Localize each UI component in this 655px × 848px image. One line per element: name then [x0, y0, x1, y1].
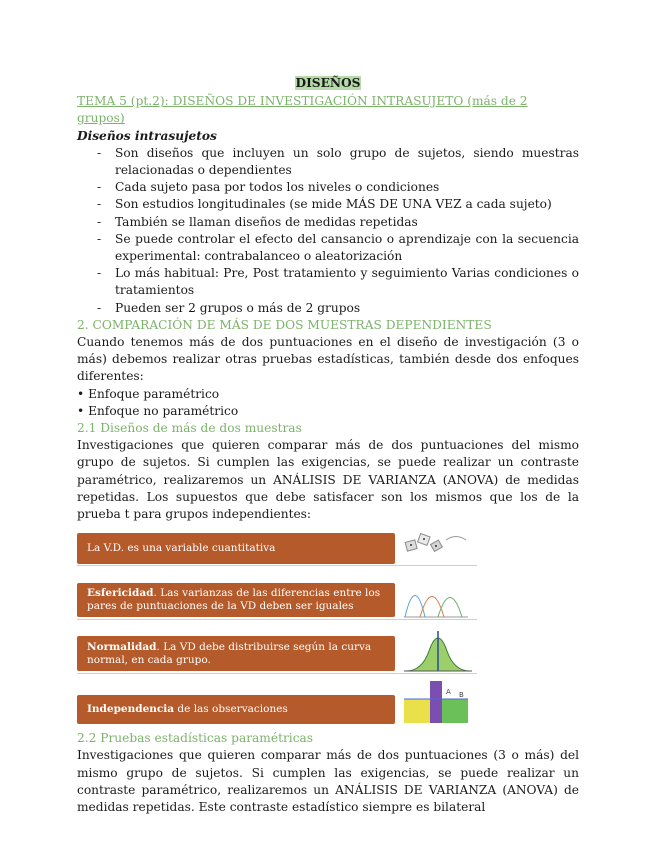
list-item: - Lo más habitual: Pre, Post tratamiento y seguimiento Varias condiciones o tratamientos [77, 265, 579, 299]
list-item: - Son estudios longitudinales (se mide MÁS DE UNA VEZ a cada sujeto) [77, 196, 579, 213]
section-2-1-heading: 2.1 Diseños de más de dos muestras [77, 421, 302, 436]
svg-text:A: A [446, 688, 451, 697]
divider [77, 673, 477, 674]
section-2-2-paragraph: Investigaciones que quieren comparar más de dos puntuaciones (3 o más) del mismo grupo de sujetos. Si cumplen las exigencias, se puede realizar un contraste paramétrico, realizaremos un ANÁLISIS DE VARIANZA (ANOVA) de medidas repetidas. Este contraste estadístico siempre es bilateral [77, 748, 579, 815]
assumption-bar-independencia: Independencia de las observaciones [77, 695, 395, 724]
svg-text:B: B [459, 691, 464, 700]
sphericity-curves-icon [402, 574, 470, 620]
tema-heading: TEMA 5 (pt.2): DISEÑOS DE INVESTIGACIÓN INTRASUJETO (más de 2 grupos) [77, 94, 528, 126]
section-2-1-paragraph: Investigaciones que quieren comparar más de dos puntuaciones del mismo grupo de sujetos. Si cumplen las exigencias, se puede realizar un contraste paramétrico, realizaremos un ANÁLISIS DE VARIANZA (ANOVA) de medidas repetidas. Los supuestos que debe satisfacer son los mismos que los de la prueba t para grupos independientes: [77, 438, 579, 522]
quantitative-dice-icon [402, 531, 470, 555]
list-item: - Son diseños que incluyen un solo grupo de sujetos, siendo muestras relacionadas o dependientes [77, 145, 579, 179]
list-item: - Se puede controlar el efecto del cansancio o aprendizaje con la secuencia experimental: contrabalanceo o aleatorización [77, 231, 579, 265]
document-title: DISEÑOS [295, 76, 361, 90]
assumption-bar-normalidad: Normalidad. La VD debe distribuirse según la curva normal, en cada grupo. [77, 636, 395, 671]
list-item: - Cada sujeto pasa por todos los niveles o condiciones [77, 179, 579, 196]
section-2-2-heading: 2.2 Pruebas estadísticas paramétricas [77, 731, 314, 746]
subheading-disenos-intrasujetos: Diseños intrasujetos [77, 128, 217, 143]
approach-nonparametric: • Enfoque no paramétrico [77, 403, 239, 418]
normal-curve-icon [402, 627, 474, 673]
assumptions-graphic [77, 529, 579, 724]
divider [77, 565, 477, 566]
assumption-bar-esfericidad: Esfericidad. Las varianzas de las diferencias entre los pares de puntuaciones de la VD deben ser iguales [77, 583, 395, 617]
list-item: - También se llaman diseños de medidas repetidas [77, 214, 579, 231]
independence-boxes-icon [402, 679, 474, 725]
section-2-paragraph: Cuando tenemos más de dos puntuaciones en el diseño de investigación (3 o más) debemos realizar otras pruebas estadísticas, también desde dos enfoques diferentes: [77, 335, 579, 384]
list-item: - Pueden ser 2 grupos o más de 2 grupos [77, 300, 579, 317]
assumption-bar-cuantitativa: La V.D. es una variable cuantitativa [77, 533, 395, 564]
approach-parametric: • Enfoque paramétrico [77, 386, 220, 401]
intrasujeto-bullet-list [77, 145, 579, 317]
document-page [77, 75, 579, 816]
section-2-heading: 2. COMPARACIÓN DE MÁS DE DOS MUESTRAS DEPENDIENTES [77, 317, 492, 332]
